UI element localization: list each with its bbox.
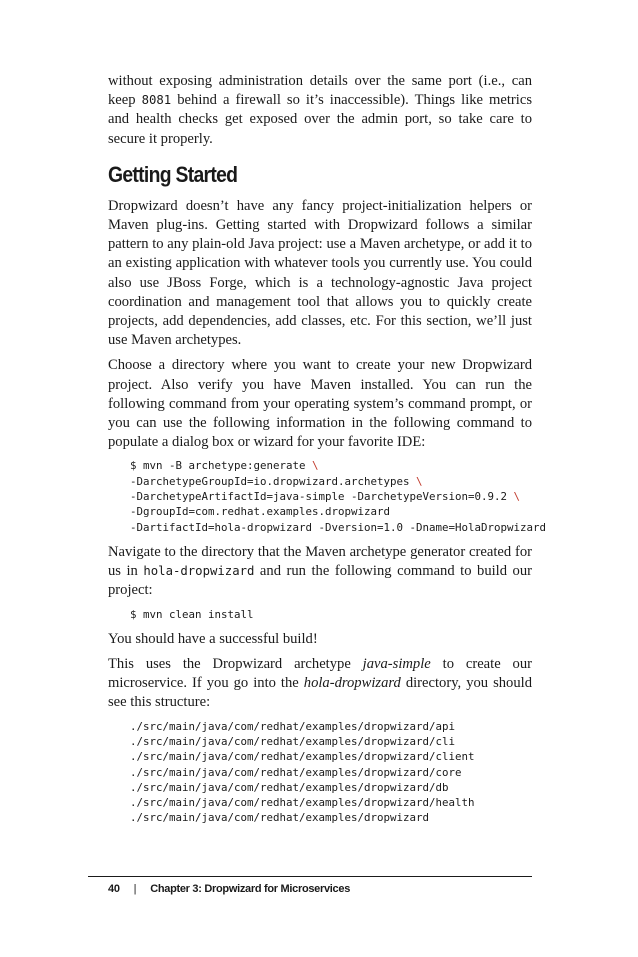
- chapter-title: Chapter 3: Dropwizard for Microservices: [150, 883, 351, 895]
- code-line: -DarchetypeGroupId=io.dropwizard.archetypes: [130, 474, 417, 488]
- emphasis-directory: hola-dropwizard: [303, 675, 401, 692]
- inline-code-port: 8081: [141, 93, 172, 108]
- code-line: $ mvn -B archetype:generate: [130, 459, 313, 473]
- code-line: ./src/main/java/com/redhat/examples/dropwizard/db: [130, 780, 449, 794]
- code-line: ./src/main/java/com/redhat/examples/dropwizard/core: [130, 765, 462, 779]
- code-line: -DarchetypeArtifactId=java-simple -DarchetypeVersion=0.9.2: [130, 490, 514, 504]
- paragraph-structure-intro: This uses the Dropwizard archetype java-simple to create our microservice. If you go into the hola-dropwizard directory, you should see this structure:: [108, 656, 533, 711]
- code-block-archetype: $ mvn -B archetype:generate \ -DarchetypeGroupId=io.dropwizard.archetypes \ -DarchetypeArtifactId=java-simple -DarchetypeVersion=0.9.2 \ -DgroupId=com.redhat.examples.dropwizard -DartifactId=hola-dropwizard -Dversion=1.0 -Dname=HolaDropwizard: [130, 459, 547, 534]
- code-line: ./src/main/java/com/redhat/examples/dropwizard/cli: [130, 734, 456, 748]
- code-line: $ mvn clean install: [130, 607, 254, 621]
- code-line: -DgroupId=com.redhat.examples.dropwizard: [130, 505, 391, 519]
- inline-code-dir: hola-dropwizard: [143, 564, 255, 579]
- code-line: ./src/main/java/com/redhat/examples/dropwizard/client: [130, 750, 475, 764]
- page-number: 40: [108, 883, 120, 895]
- emphasis-archetype: java-simple: [362, 656, 431, 673]
- paragraph-admin-port: without exposing administration details over the same port (i.e., can keep 8081 behind a firewall so it’s inaccessible). Things like metrics and health checks get exposed over the admin port, so take care to secure it properly.: [108, 73, 533, 147]
- paragraph-choose-directory: Choose a directory where you want to create your new Dropwizard project. Also verify you have Maven installed. You can run the following command from your operating system’s command prompt, or you can use the following information in the following command to populate a dialog box or wizard for your favorite IDE:: [108, 357, 532, 451]
- code-block-build: [130, 607, 532, 622]
- code-line: ./src/main/java/com/redhat/examples/dropwizard/api: [130, 719, 456, 733]
- paragraph-getting-started: Dropwizard doesn’t have any fancy project-initialization helpers or Maven plug-ins. Getting started with Dropwizard follows a similar pattern to any plain-old Java project: use a Maven archetype, or add it to an existing application with whatever tools you currently use. You could also use JBoss Forge, which is a technology-agnostic Java project coordination and management tool that allows you to quickly create projects, add dependencies, add classes, etc. For this section, we’ll just use Maven archetypes.: [108, 197, 532, 349]
- page-content: [108, 72, 547, 834]
- code-block-structure: [130, 719, 532, 826]
- paragraph-navigate: Navigate to the directory that the Maven archetype generator created for us in hola-dropwizard and run the following command to build our project:: [108, 543, 532, 599]
- code-line: ./src/main/java/com/redhat/examples/dropwizard/health: [130, 796, 475, 810]
- paragraph-success: You should have a successful build!: [108, 630, 318, 647]
- footer-separator: |: [133, 883, 137, 895]
- code-line: ./src/main/java/com/redhat/examples/dropwizard: [130, 811, 430, 825]
- footer-divider: [88, 876, 532, 877]
- page-footer: [108, 883, 350, 895]
- section-heading: Getting Started: [108, 161, 238, 187]
- code-line: -DartifactId=hola-dropwizard -Dversion=1.0 -Dname=HolaDropwizard: [130, 520, 547, 534]
